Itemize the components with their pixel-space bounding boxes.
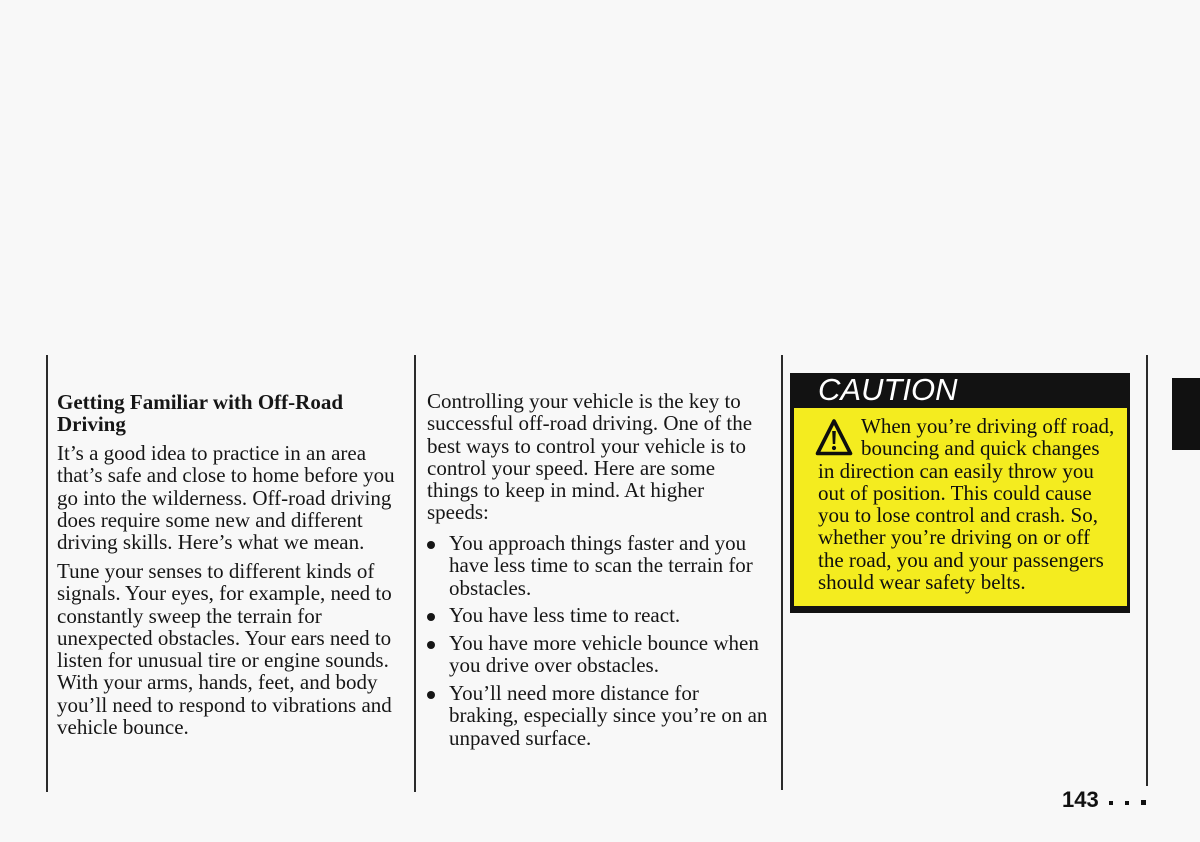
text-line: You have less time to react. — [449, 603, 681, 627]
text-line: vehicle bounce. — [57, 715, 189, 740]
text-line: Controlling your vehicle is the key to — [427, 389, 741, 413]
text-line: speeds: — [427, 500, 489, 525]
paragraph — [427, 390, 752, 524]
bullet-item — [449, 632, 759, 677]
page-dot — [1125, 801, 1129, 805]
text-line: the road, you and your passengers — [818, 547, 1104, 572]
bullet-text — [449, 632, 759, 677]
text-line: listen for unusual tire or engine sounds. — [57, 648, 389, 673]
text-line: driving skills. Here’s what we mean. — [57, 530, 365, 555]
bullet-item — [449, 604, 680, 626]
text-line: obstacles. — [449, 575, 532, 600]
column-rule — [46, 355, 48, 792]
text-line: You approach things faster and you — [449, 531, 747, 555]
bullet-marker — [427, 691, 435, 699]
section-tab — [1172, 378, 1200, 450]
section-heading — [57, 391, 343, 436]
column-rule — [1146, 355, 1148, 786]
text-line: control your speed. Here are some — [427, 455, 716, 480]
page-dot — [1109, 801, 1113, 805]
bullet-marker — [427, 541, 435, 549]
column-rule — [414, 355, 416, 792]
text-line: It’s a good idea to practice in an area — [57, 441, 367, 465]
text-line: go into the wilderness. Off-road driving — [57, 485, 392, 510]
text-line: Driving — [57, 412, 126, 437]
text-line: should wear safety belts. — [818, 570, 1026, 595]
text-line: best ways to control your vehicle is to — [427, 433, 747, 458]
bullet-item — [449, 532, 753, 599]
page-number: 143 — [1062, 787, 1099, 812]
text-line: Getting Familiar with Off-Road — [57, 390, 344, 414]
text-line: that’s safe and close to home before you — [57, 463, 395, 488]
paragraph — [57, 560, 392, 738]
text-line: out of position. This could cause — [818, 480, 1092, 505]
text-line: you to lose control and crash. So, — [818, 503, 1098, 528]
text-line: you’ll need to respond to vibrations and — [57, 692, 392, 717]
text-line: constantly sweep the terrain for — [57, 603, 322, 628]
text-line: Tune your senses to different kinds of — [57, 559, 375, 583]
text-line: You have more vehicle bounce when — [449, 631, 759, 655]
text-line: does require some new and different — [57, 507, 363, 532]
text-line: things to keep in mind. At higher — [427, 478, 705, 503]
bullet-text — [449, 604, 680, 626]
caution-box — [790, 373, 1130, 613]
text-line: whether you’re driving on or off — [818, 525, 1090, 550]
text-line: successful off-road driving. One of the — [427, 411, 753, 436]
caution-message — [818, 415, 1114, 593]
text-line: When you’re driving off road, — [861, 414, 1115, 438]
page-dot — [1141, 800, 1146, 805]
bullet-marker — [427, 641, 435, 649]
text-line: in direction can easily throw you — [818, 458, 1094, 483]
bullet-item — [449, 682, 767, 749]
text-line: signals. Your eyes, for example, need to — [57, 581, 392, 606]
text-line: You’ll need more distance for — [449, 681, 699, 705]
bullet-text — [449, 532, 753, 599]
text-line: unexpected obstacles. Your ears need to — [57, 625, 392, 650]
text-line: unpaved surface. — [449, 725, 592, 750]
column-rule — [781, 355, 783, 790]
caution-title: CAUTION — [818, 372, 958, 407]
text-line: bouncing and quick changes — [861, 436, 1100, 461]
bullet-marker — [427, 613, 435, 621]
text-line: braking, especially since you’re on an — [449, 703, 768, 728]
caution-body — [794, 408, 1127, 606]
bullet-text — [449, 682, 767, 749]
text-line: With your arms, hands, feet, and body — [57, 670, 378, 695]
text-line: you drive over obstacles. — [449, 653, 659, 678]
caution-header — [790, 373, 1130, 407]
paragraph — [57, 442, 395, 553]
text-line: have less time to scan the terrain for — [449, 553, 753, 578]
